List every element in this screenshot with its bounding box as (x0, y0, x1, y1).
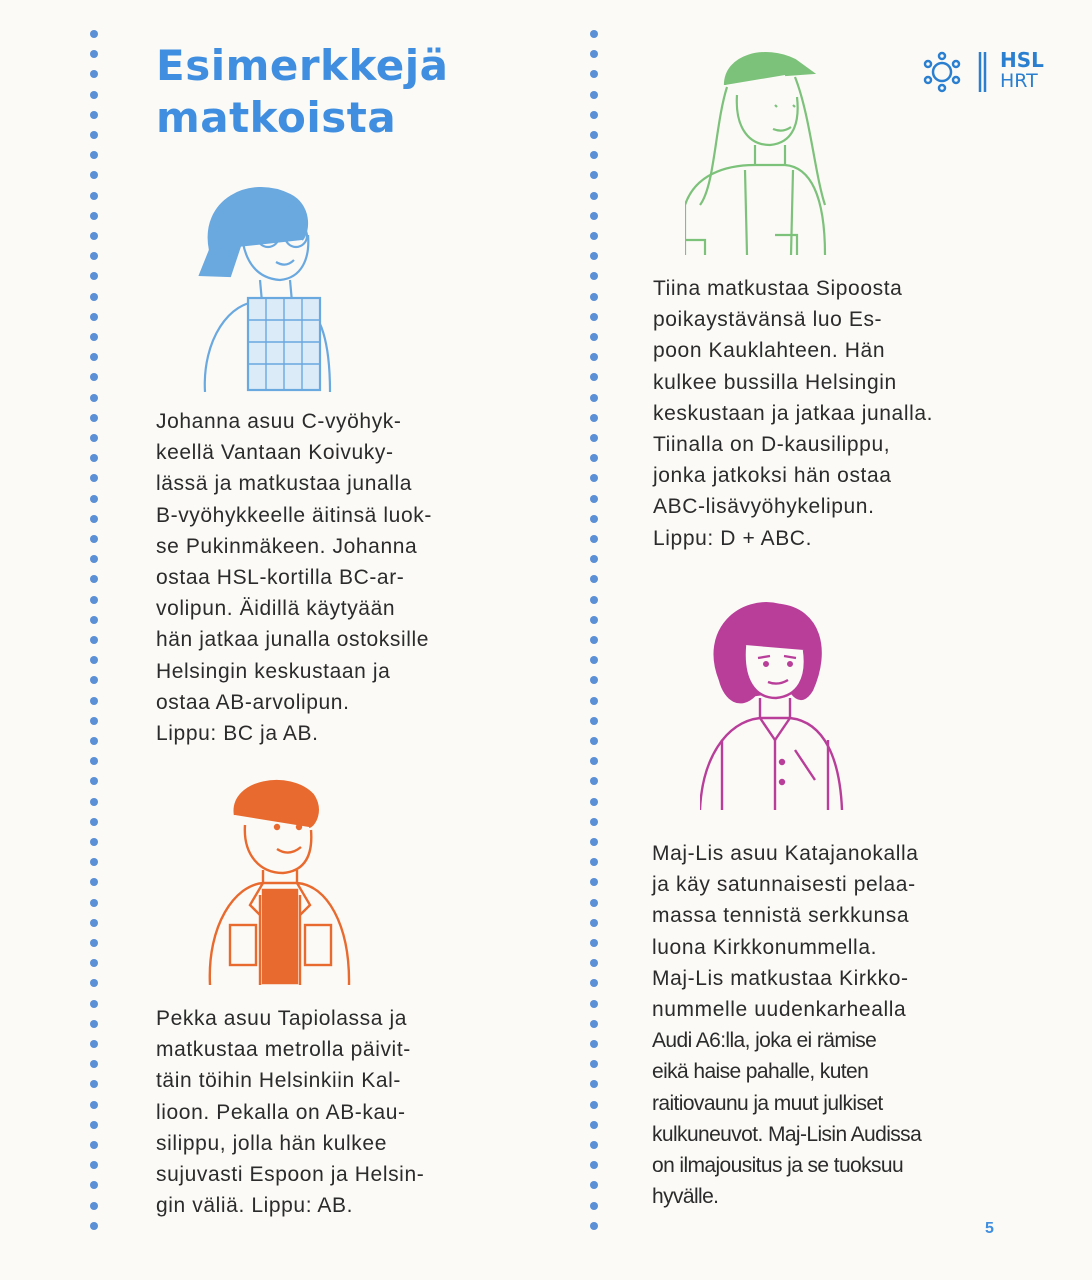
divider-dot (90, 959, 98, 967)
divider-dot (590, 313, 598, 321)
story-line: ostaa HSL-kortilla BC-ar- (156, 566, 405, 590)
majlis-story (652, 838, 921, 1212)
divider-dot (590, 757, 598, 765)
divider-dot (590, 959, 598, 967)
divider-dot (590, 737, 598, 745)
divider-dot (590, 697, 598, 705)
story-line: B-vyöhykkeelle äitinsä luok- (156, 503, 432, 527)
divider-dot (90, 353, 98, 361)
divider-dot (590, 1101, 598, 1109)
story-line: kulkee bussilla Helsingin (653, 370, 897, 394)
divider-dot (90, 414, 98, 422)
story-line: ja käy satunnaisesti pelaa- (652, 873, 916, 897)
story-line: kulkuneuvot. Maj-Lisin Audissa (652, 1122, 922, 1146)
divider-dot (590, 454, 598, 462)
title-line-2: matkoista (156, 93, 397, 142)
divider-dot (90, 757, 98, 765)
divider-dot (90, 1202, 98, 1210)
story-line: matkustaa metrolla päivit- (156, 1038, 411, 1062)
divider-dot (90, 232, 98, 240)
divider-dot (90, 1141, 98, 1149)
divider-dot (590, 1222, 598, 1230)
story-line: massa tennistä serkkunsa (652, 904, 910, 928)
tiina-illustration (685, 45, 835, 260)
divider-dot (590, 272, 598, 280)
divider-dot (590, 434, 598, 442)
divider-dot (590, 1141, 598, 1149)
divider-dot (90, 596, 98, 604)
divider-dot (590, 131, 598, 139)
divider-dot (590, 555, 598, 563)
pekka-story (156, 1003, 424, 1221)
divider-dot (90, 495, 98, 503)
story-line: volipun. Äidillä käytyään (156, 597, 396, 621)
divider-dot (590, 939, 598, 947)
story-line: hän jatkaa junalla ostoksille (156, 628, 430, 652)
logo-hsl-text: HSL (1000, 48, 1044, 72)
divider-dot (590, 919, 598, 927)
story-line: Pekka asuu Tapiolassa ja (156, 1007, 407, 1030)
title-line-1: Esimerkkejä (156, 41, 449, 90)
hsl-sun-icon (920, 50, 992, 98)
divider-dot (90, 111, 98, 119)
divider-dot (590, 656, 598, 664)
divider-dot (590, 394, 598, 402)
divider-dot (590, 596, 598, 604)
story-line: täin töihin Helsinkiin Kal- (156, 1069, 401, 1093)
divider-dot (90, 272, 98, 280)
divider-dot (90, 1000, 98, 1008)
divider-dot (90, 717, 98, 725)
story-line: poikaystävänsä luo Es- (653, 308, 883, 332)
divider-dot (590, 575, 598, 583)
divider-dot (590, 1060, 598, 1068)
divider-dot (590, 1161, 598, 1169)
majlis-illustration (700, 600, 850, 815)
divider-dot (590, 1040, 598, 1048)
story-line: lioon. Pekalla on AB-kau- (156, 1100, 406, 1124)
johanna-illustration (190, 180, 340, 392)
logo-hrt-text: HRT (1000, 70, 1038, 92)
divider-dot (90, 697, 98, 705)
divider-dot (590, 171, 598, 179)
divider-dot (590, 212, 598, 220)
divider-dot (590, 616, 598, 624)
divider-dot (90, 1121, 98, 1129)
story-line: keellä Vantaan Koivuky- (156, 441, 394, 465)
divider-dot (590, 50, 598, 58)
divider-dot (590, 70, 598, 78)
story-line: silippu, jolla hän kulkee (156, 1131, 387, 1155)
divider-dot (90, 151, 98, 159)
divider-dot (90, 515, 98, 523)
divider-dot (590, 151, 598, 159)
pekka-illustration (205, 775, 355, 985)
divider-dot (590, 414, 598, 422)
divider-dot (90, 818, 98, 826)
divider-dot (90, 373, 98, 381)
divider-dot (90, 1161, 98, 1169)
divider-dot (90, 434, 98, 442)
divider-dot (90, 454, 98, 462)
divider-dot (90, 1020, 98, 1028)
divider-dot (90, 838, 98, 846)
divider-dot (590, 293, 598, 301)
divider-dot (90, 575, 98, 583)
divider-dot (590, 252, 598, 260)
divider-dot (90, 333, 98, 341)
divider-dot (590, 495, 598, 503)
divider-dot (90, 919, 98, 927)
divider-dot (590, 91, 598, 99)
story-line: se Pukinmäkeen. Johanna (156, 534, 418, 558)
tiina-story (653, 273, 933, 554)
divider-dot (590, 818, 598, 826)
divider-dot (90, 676, 98, 684)
story-line: keskustaan ja jatkaa junalla. (653, 401, 934, 425)
divider-dot (90, 656, 98, 664)
divider-dot (590, 353, 598, 361)
divider-dot (590, 636, 598, 644)
divider-dot (90, 394, 98, 402)
story-line: on ilmajousitus ja se tuoksuu (652, 1154, 904, 1178)
story-line: ABC-lisävyöhykelipun. (653, 495, 875, 519)
story-line: raitiovaunu ja muut julkiset (652, 1091, 883, 1115)
story-line: poon Kauklahteen. Hän (653, 339, 886, 363)
divider-dot (90, 293, 98, 301)
divider-dot (590, 192, 598, 200)
divider-dot (590, 111, 598, 119)
hsl-logo (920, 50, 1050, 98)
story-line: luona Kirkkonummella. (652, 935, 878, 959)
divider-dot (590, 333, 598, 341)
story-line: hyvälle. (652, 1185, 719, 1209)
divider-dot (90, 737, 98, 745)
divider-dot (590, 777, 598, 785)
divider-dot (90, 535, 98, 543)
divider-dot (590, 798, 598, 806)
divider-dot (90, 878, 98, 886)
story-line: sujuvasti Espoon ja Helsin- (156, 1163, 425, 1187)
story-line: Lippu: D + ABC. (653, 526, 813, 550)
story-line: nummelle uudenkarhealla (652, 998, 907, 1022)
divider-dot (90, 939, 98, 947)
divider-dot (90, 212, 98, 220)
divider-dot (590, 979, 598, 987)
divider-dot (90, 1080, 98, 1088)
story-line: Tiina matkustaa Sipoosta (653, 277, 903, 300)
story-line: Lippu: BC ja AB. (156, 722, 319, 746)
page-title (156, 40, 449, 144)
story-line: lässä ja matkustaa junalla (156, 472, 413, 496)
divider-dot (590, 1181, 598, 1189)
divider-dot (90, 50, 98, 58)
divider-dot (590, 1202, 598, 1210)
divider-dot (590, 899, 598, 907)
divider-dot (90, 777, 98, 785)
divider-dot (90, 858, 98, 866)
divider-dot (590, 676, 598, 684)
divider-dot (90, 979, 98, 987)
story-line: gin väliä. Lippu: AB. (156, 1194, 354, 1218)
divider-dot (90, 555, 98, 563)
divider-dot (590, 717, 598, 725)
story-line: Helsingin keskustaan ja (156, 659, 391, 683)
divider-dot (90, 313, 98, 321)
divider-dot (90, 616, 98, 624)
divider-dot (90, 1181, 98, 1189)
divider-dot (90, 192, 98, 200)
divider-dot (90, 30, 98, 38)
divider-dot (90, 636, 98, 644)
story-line: Tiinalla on D-kausilippu, (653, 433, 891, 457)
divider-dot (90, 171, 98, 179)
divider-dot (590, 535, 598, 543)
divider-dot (90, 70, 98, 78)
story-line: jonka jatkoksi hän ostaa (653, 464, 892, 488)
divider-dot (90, 798, 98, 806)
johanna-story (156, 406, 432, 749)
story-line: Maj-Lis matkustaa Kirkko- (652, 966, 909, 990)
divider-dot (590, 1121, 598, 1129)
divider-dot (590, 474, 598, 482)
divider-dot (590, 515, 598, 523)
divider-dot (90, 474, 98, 482)
divider-dot (590, 838, 598, 846)
page-number: 5 (985, 1220, 994, 1237)
divider-dot (590, 878, 598, 886)
story-line: ostaa AB-arvolipun. (156, 690, 350, 714)
divider-dot (90, 1101, 98, 1109)
divider-dot (590, 1020, 598, 1028)
divider-dot (590, 1000, 598, 1008)
divider-dot (90, 1222, 98, 1230)
divider-dot (90, 91, 98, 99)
story-line: Audi A6:lla, joka ei rämise (652, 1029, 877, 1053)
divider-dot (590, 1080, 598, 1088)
divider-dot (590, 858, 598, 866)
divider-dot (90, 131, 98, 139)
story-line: Johanna asuu C-vyöhyk- (156, 410, 402, 433)
story-line: eikä haise pahalle, kuten (652, 1060, 869, 1084)
divider-dot (90, 252, 98, 260)
divider-dot (90, 1060, 98, 1068)
divider-dot (590, 30, 598, 38)
divider-dot (90, 899, 98, 907)
divider-dot (590, 232, 598, 240)
story-line: Maj-Lis asuu Katajanokalla (652, 842, 919, 865)
divider-dot (90, 1040, 98, 1048)
divider-dot (590, 373, 598, 381)
